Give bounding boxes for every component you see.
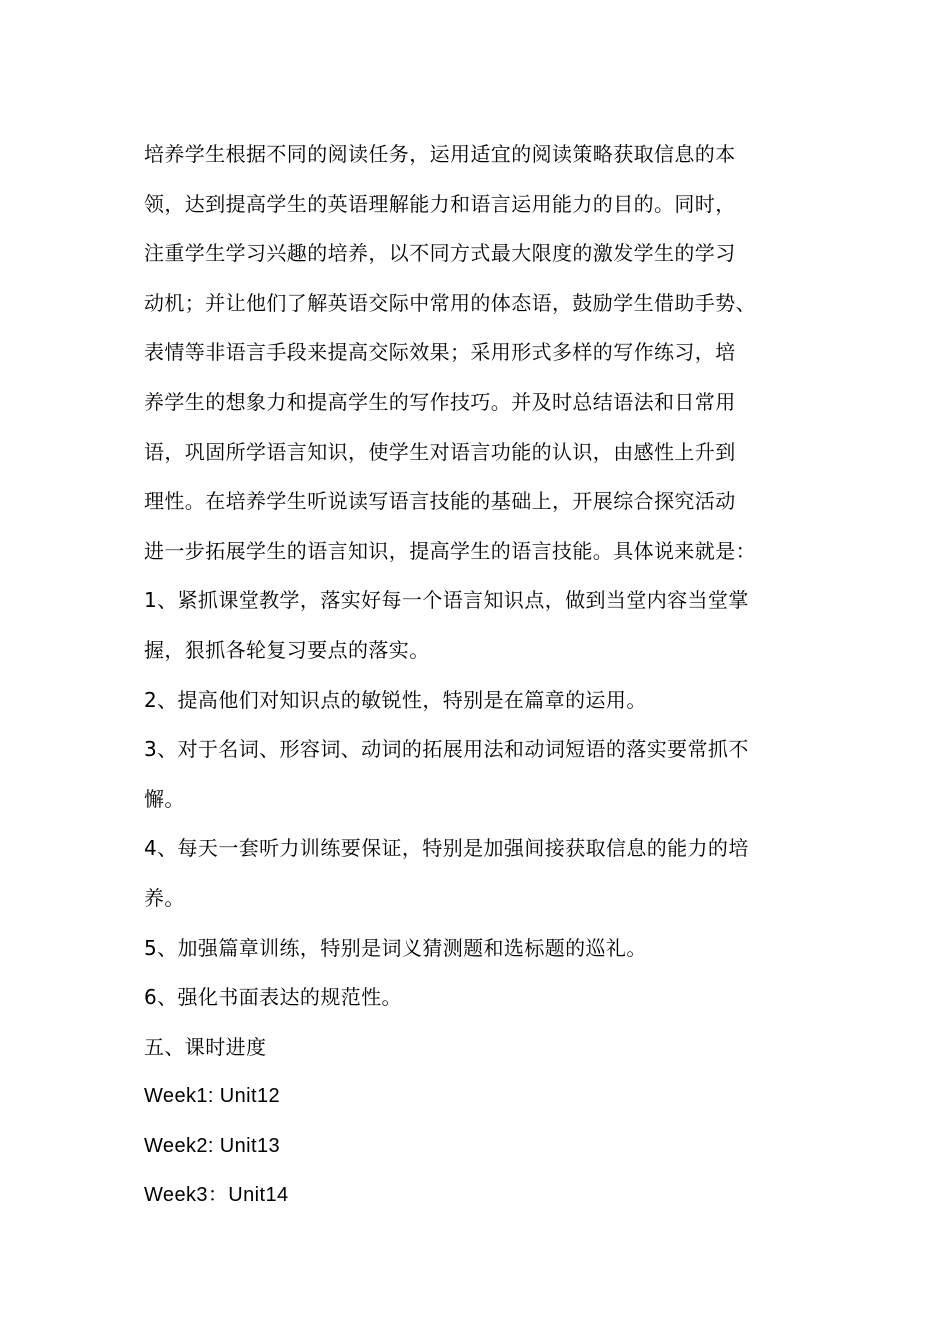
paragraph-line: 注重学生学习兴趣的培养，以不同方式最大限度的激发学生的学习 [144,241,736,266]
document-body [144,130,834,1221]
paragraph-line: 领，达到提高学生的英语理解能力和语言运用能力的目的。同时， [144,191,736,216]
list-item-5: 5、加强篇章训练，特别是词义猜测题和选标题的巡礼。 [144,935,647,960]
schedule-week-2: Week2: Unit13 [144,1134,281,1157]
list-item-4-continued: 养。 [144,885,185,910]
list-item-2: 2、提高他们对知识点的敏锐性，特别是在篇章的运用。 [144,687,647,712]
list-item-3: 3、对于名词、形容词、动词的拓展用法和动词短语的落实要常抓不 [144,737,749,762]
list-item-1: 1、紧抓课堂教学，落实好每一个语言知识点，做到当堂内容当堂掌 [144,588,749,613]
schedule-week-1: Week1: Unit12 [144,1085,281,1108]
list-item-6: 6、强化书面表达的规范性。 [144,985,402,1010]
paragraph-line: 进一步拓展学生的语言知识，提高学生的语言技能。具体说来就是： [144,538,756,563]
paragraph-line: 动机；并让他们了解英语交际中常用的体态语，鼓励学生借助手势、 [144,290,756,315]
paragraph-line: 养学生的想象力和提高学生的写作技巧。并及时总结语法和日常用 [144,389,736,414]
paragraph-line: 培养学生根据不同的阅读任务，运用适宜的阅读策略获取信息的本 [144,142,736,166]
list-item-4: 4、每天一套听力训练要保证，特别是加强间接获取信息的能力的培 [144,836,749,861]
schedule-week-3: Week3：Unit14 [144,1184,289,1207]
paragraph-line: 表情等非语言手段来提高交际效果；采用形式多样的写作练习，培 [144,340,736,365]
paragraph-line: 语，巩固所学语言知识，使学生对语言功能的认识，由感性上升到 [144,439,736,464]
list-item-1-continued: 握，狠抓各轮复习要点的落实。 [144,637,430,662]
paragraph-line: 理性。在培养学生听说读写语言技能的基础上，开展综合探究活动 [144,489,736,514]
section-heading: 五、课时进度 [144,1034,267,1059]
list-item-3-continued: 懈。 [144,786,185,811]
